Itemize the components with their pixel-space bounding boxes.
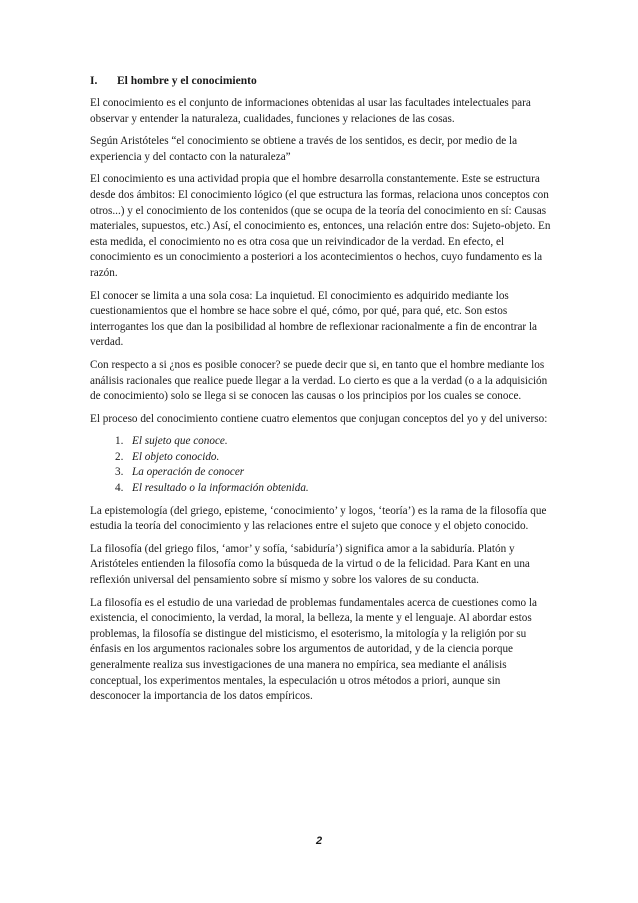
list-item [115, 465, 552, 481]
list-item-number: 4. [115, 482, 124, 495]
list-item [115, 434, 552, 450]
list-item-text: La operación de conocer [132, 466, 245, 479]
page-number: 2 [315, 835, 323, 847]
list-item-text: El resultado o la información obtenida. [132, 482, 309, 495]
paragraph: El conocimiento es una actividad propia que el hombre desarrolla constantemente. Este se estructura desde dos ámbitos: El conocimiento lógico (el que estructura las formas, relaciona unos conceptos con otros...) y el conocimiento de los contenidos (que se ocupa de la teoría del conocimiento en sí: Causas materiales, supuestos, etc.) Así, el conocimiento es, entonces, una relación entre dos: Sujeto-objeto. En esta medida, el conocimiento no es otra cosa que un reivindicador de la verdad. En efecto, el conocimiento es un conocimiento a posteriori a los acontecimientos o hechos, cuyo fundamento es la razón. [90, 173, 551, 279]
document-page [90, 74, 552, 712]
paragraph: El proceso del conocimiento contiene cuatro elementos que conjugan conceptos del yo y del universo: [90, 412, 548, 425]
list-item-text: El objeto conocido. [132, 450, 220, 463]
paragraph: Según Aristóteles “el conocimiento se obtiene a través de los sentidos, es decir, por medio de la experiencia y del contacto con la naturaleza” [90, 135, 518, 163]
list-item-number: 2. [115, 450, 124, 463]
paragraph: La epistemología (del griego, episteme, ‘conocimiento’ y logos, ‘teoría’) es la rama de la filosofía que estudia la teoría del conocimiento y las relaciones entre el sujeto que conoce y el objeto conocido. [90, 504, 547, 533]
paragraph: Con respecto a si ¿nos es posible conocer? se puede decir que si, en tanto que el hombre mediante los análisis racionales que realice puede llegar a la verdad. Lo cierto es que a la verdad (o a la adquisición de conocimiento) solo se llega si se conocen las causas o los principios por los cuales se conoce. [90, 358, 548, 403]
paragraph: La filosofía es el estudio de una variedad de problemas fundamentales acerca de cuestiones como la existencia, el conocimiento, la verdad, la moral, la belleza, la mente y el lenguaje. Al abordar estos problemas, la filosofía se distingue del misticismo, el esoterismo, la mitología y la religión por su énfasis en los argumentos racionales sobre los argumentos de autoridad, y de la ciencia porque generalmente realiza sus investigaciones de una manera no empírica, sea mediante el análisis conceptual, los experimentos mentales, la especulación u otros métodos a priori, aunque sin desconocer la importancia de los datos empíricos. [90, 596, 538, 703]
section-title: El hombre y el conocimiento [117, 75, 257, 87]
elements-list [90, 434, 552, 496]
paragraph: El conocimiento es el conjunto de informaciones obtenidas al usar las facultades intelectuales para observar y entender la naturaleza, cualidades, funciones y relaciones de las cosas. [90, 97, 531, 125]
section-number: I. [90, 75, 98, 87]
list-item-number: 1. [115, 435, 124, 448]
list-item-text: El sujeto que conoce. [132, 435, 228, 448]
list-item-number: 3. [115, 466, 124, 479]
paragraph: El conocer se limita a una sola cosa: La inquietud. El conocimiento es adquirido mediante los cuestionamientos que el hombre se hace sobre el qué, cómo, por qué, para qué, etc. Son estos interrogantes los que dan la posibilidad al hombre de reflexionar racionalmente a fin de encontrar la verdad. [90, 289, 538, 349]
paragraph: La filosofía (del griego filos, ‘amor’ y sofía, ‘sabiduría’) significa amor a la sabiduría. Platón y Aristóteles entienden la filosofía como la búsqueda de la virtud o de la felicidad. Para Kant en una reflexión universal del pensamiento sobre sí mismo y sobre los valores de su conducta. [90, 542, 530, 587]
list-item [115, 481, 552, 497]
section-heading [90, 74, 552, 89]
list-item [115, 450, 552, 466]
